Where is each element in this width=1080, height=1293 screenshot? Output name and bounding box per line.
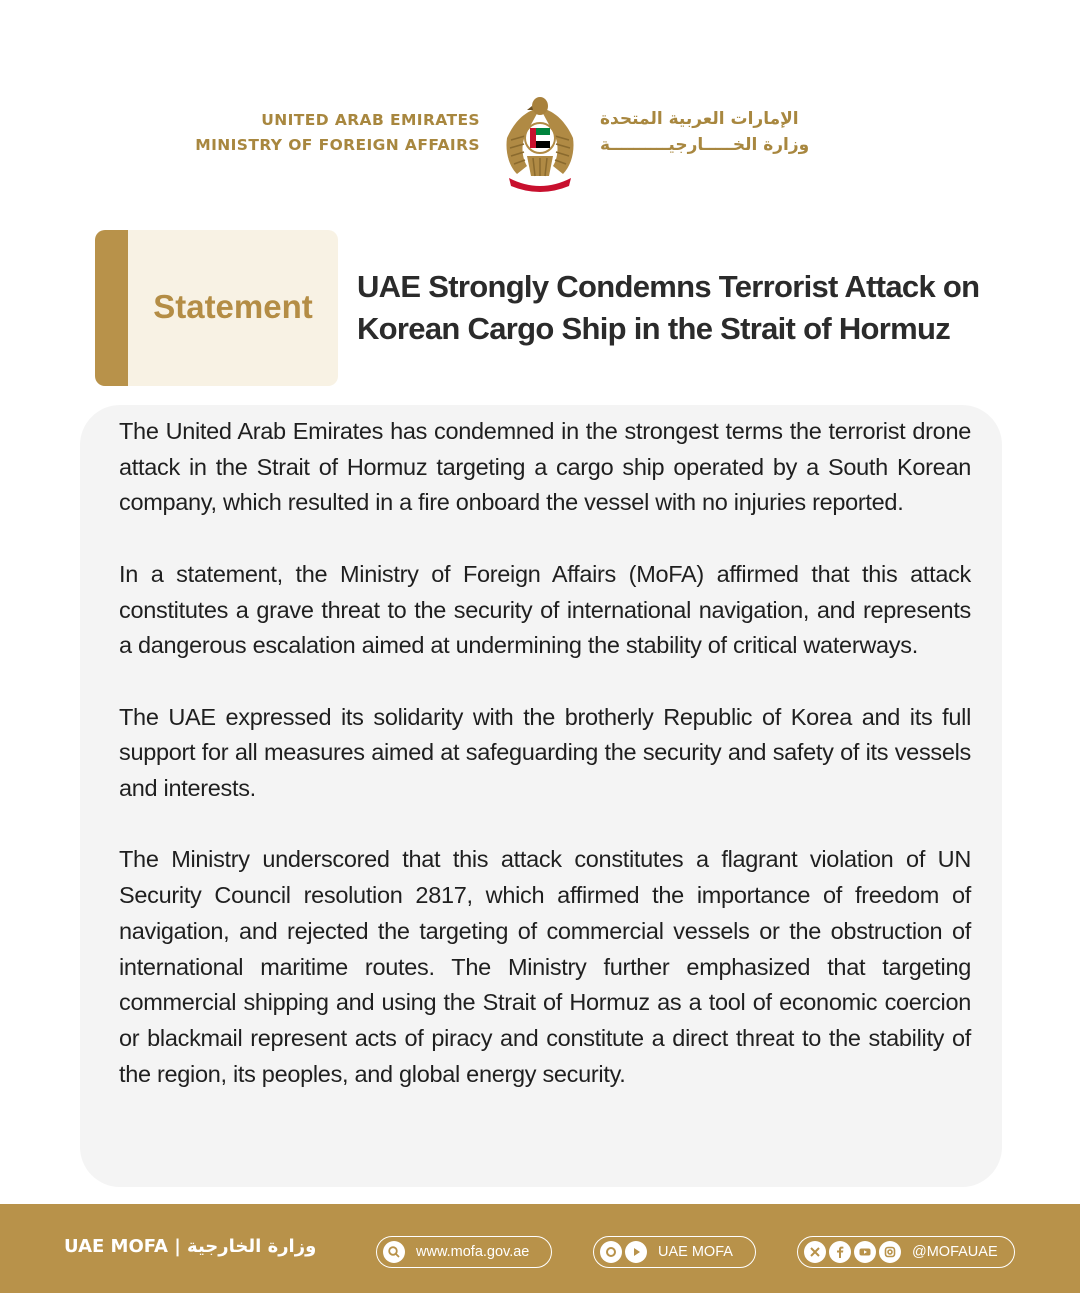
- video-channels-link[interactable]: [593, 1236, 756, 1268]
- social-handle: @MOFAUAE: [912, 1244, 998, 1260]
- threads-icon: [600, 1241, 622, 1263]
- website-link[interactable]: [376, 1236, 552, 1268]
- uae-emblem-icon: [497, 90, 583, 194]
- country-name-ar: الإمارات العربية المتحدة: [600, 109, 799, 129]
- website-url: www.mofa.gov.ae: [416, 1244, 530, 1260]
- ministry-name-english: [195, 108, 480, 158]
- country-name-en: UNITED ARAB EMIRATES: [261, 111, 480, 129]
- body-paragraph: The Ministry underscored that this attack constitutes a flagrant violation of UN Security Council resolution 2817, which affirmed the importance of freedom of navigation, and rejected the targeting of commercial vessels or the obstruction of international maritime routes. The Ministry further emphasized that targeting commercial shipping and using the Strait of Hormuz as a tool of economic coercion or blackmail represent acts of piracy and constitute a direct threat to the stability of the region, its peoples, and global energy security.: [119, 846, 971, 1087]
- video-handle: UAE MOFA: [658, 1244, 733, 1260]
- youtube-icon: [854, 1241, 876, 1263]
- body-paragraph: The UAE expressed its solidarity with the brotherly Republic of Korea and its full support for all measures aimed at safeguarding the security and safety of its vessels and interests.: [119, 703, 971, 801]
- play-icon: [625, 1241, 647, 1263]
- footer-brand: UAE MOFA | وزارة الخارجية: [64, 1236, 317, 1257]
- body-paragraph: In a statement, the Ministry of Foreign Affairs (MoFA) affirmed that this attack constitutes a grave threat to the security of international navigation, and represents a dangerous escalation aimed at undermining the stability of critical waterways.: [119, 560, 971, 659]
- footer-bar: [0, 1204, 1080, 1293]
- ministry-header: [0, 88, 1080, 198]
- statement-body: [119, 414, 971, 1128]
- statement-title: UAE Strongly Condemns Terrorist Attack on Korean Cargo Ship in the Strait of Hormuz: [357, 269, 980, 346]
- statement-label: Statement: [153, 288, 313, 325]
- statement-badge: [95, 230, 338, 386]
- ministry-name-en: MINISTRY OF FOREIGN AFFAIRS: [195, 136, 480, 154]
- ministry-name-arabic: [600, 106, 809, 158]
- facebook-icon: [829, 1241, 851, 1263]
- x-icon: [804, 1241, 826, 1263]
- search-icon: [383, 1241, 405, 1263]
- statement-accent-bar: [95, 230, 128, 386]
- body-paragraph: The United Arab Emirates has condemned in the strongest terms the terrorist drone attack in the Strait of Hormuz targeting a cargo ship operated by a South Korean company, which resulted in a fire onboard the vessel with no injuries reported.: [119, 418, 971, 516]
- social-links[interactable]: [797, 1236, 1015, 1268]
- ministry-name-ar: وزارة الخـــــارجيــــــــــة: [600, 135, 810, 155]
- instagram-icon: [879, 1241, 901, 1263]
